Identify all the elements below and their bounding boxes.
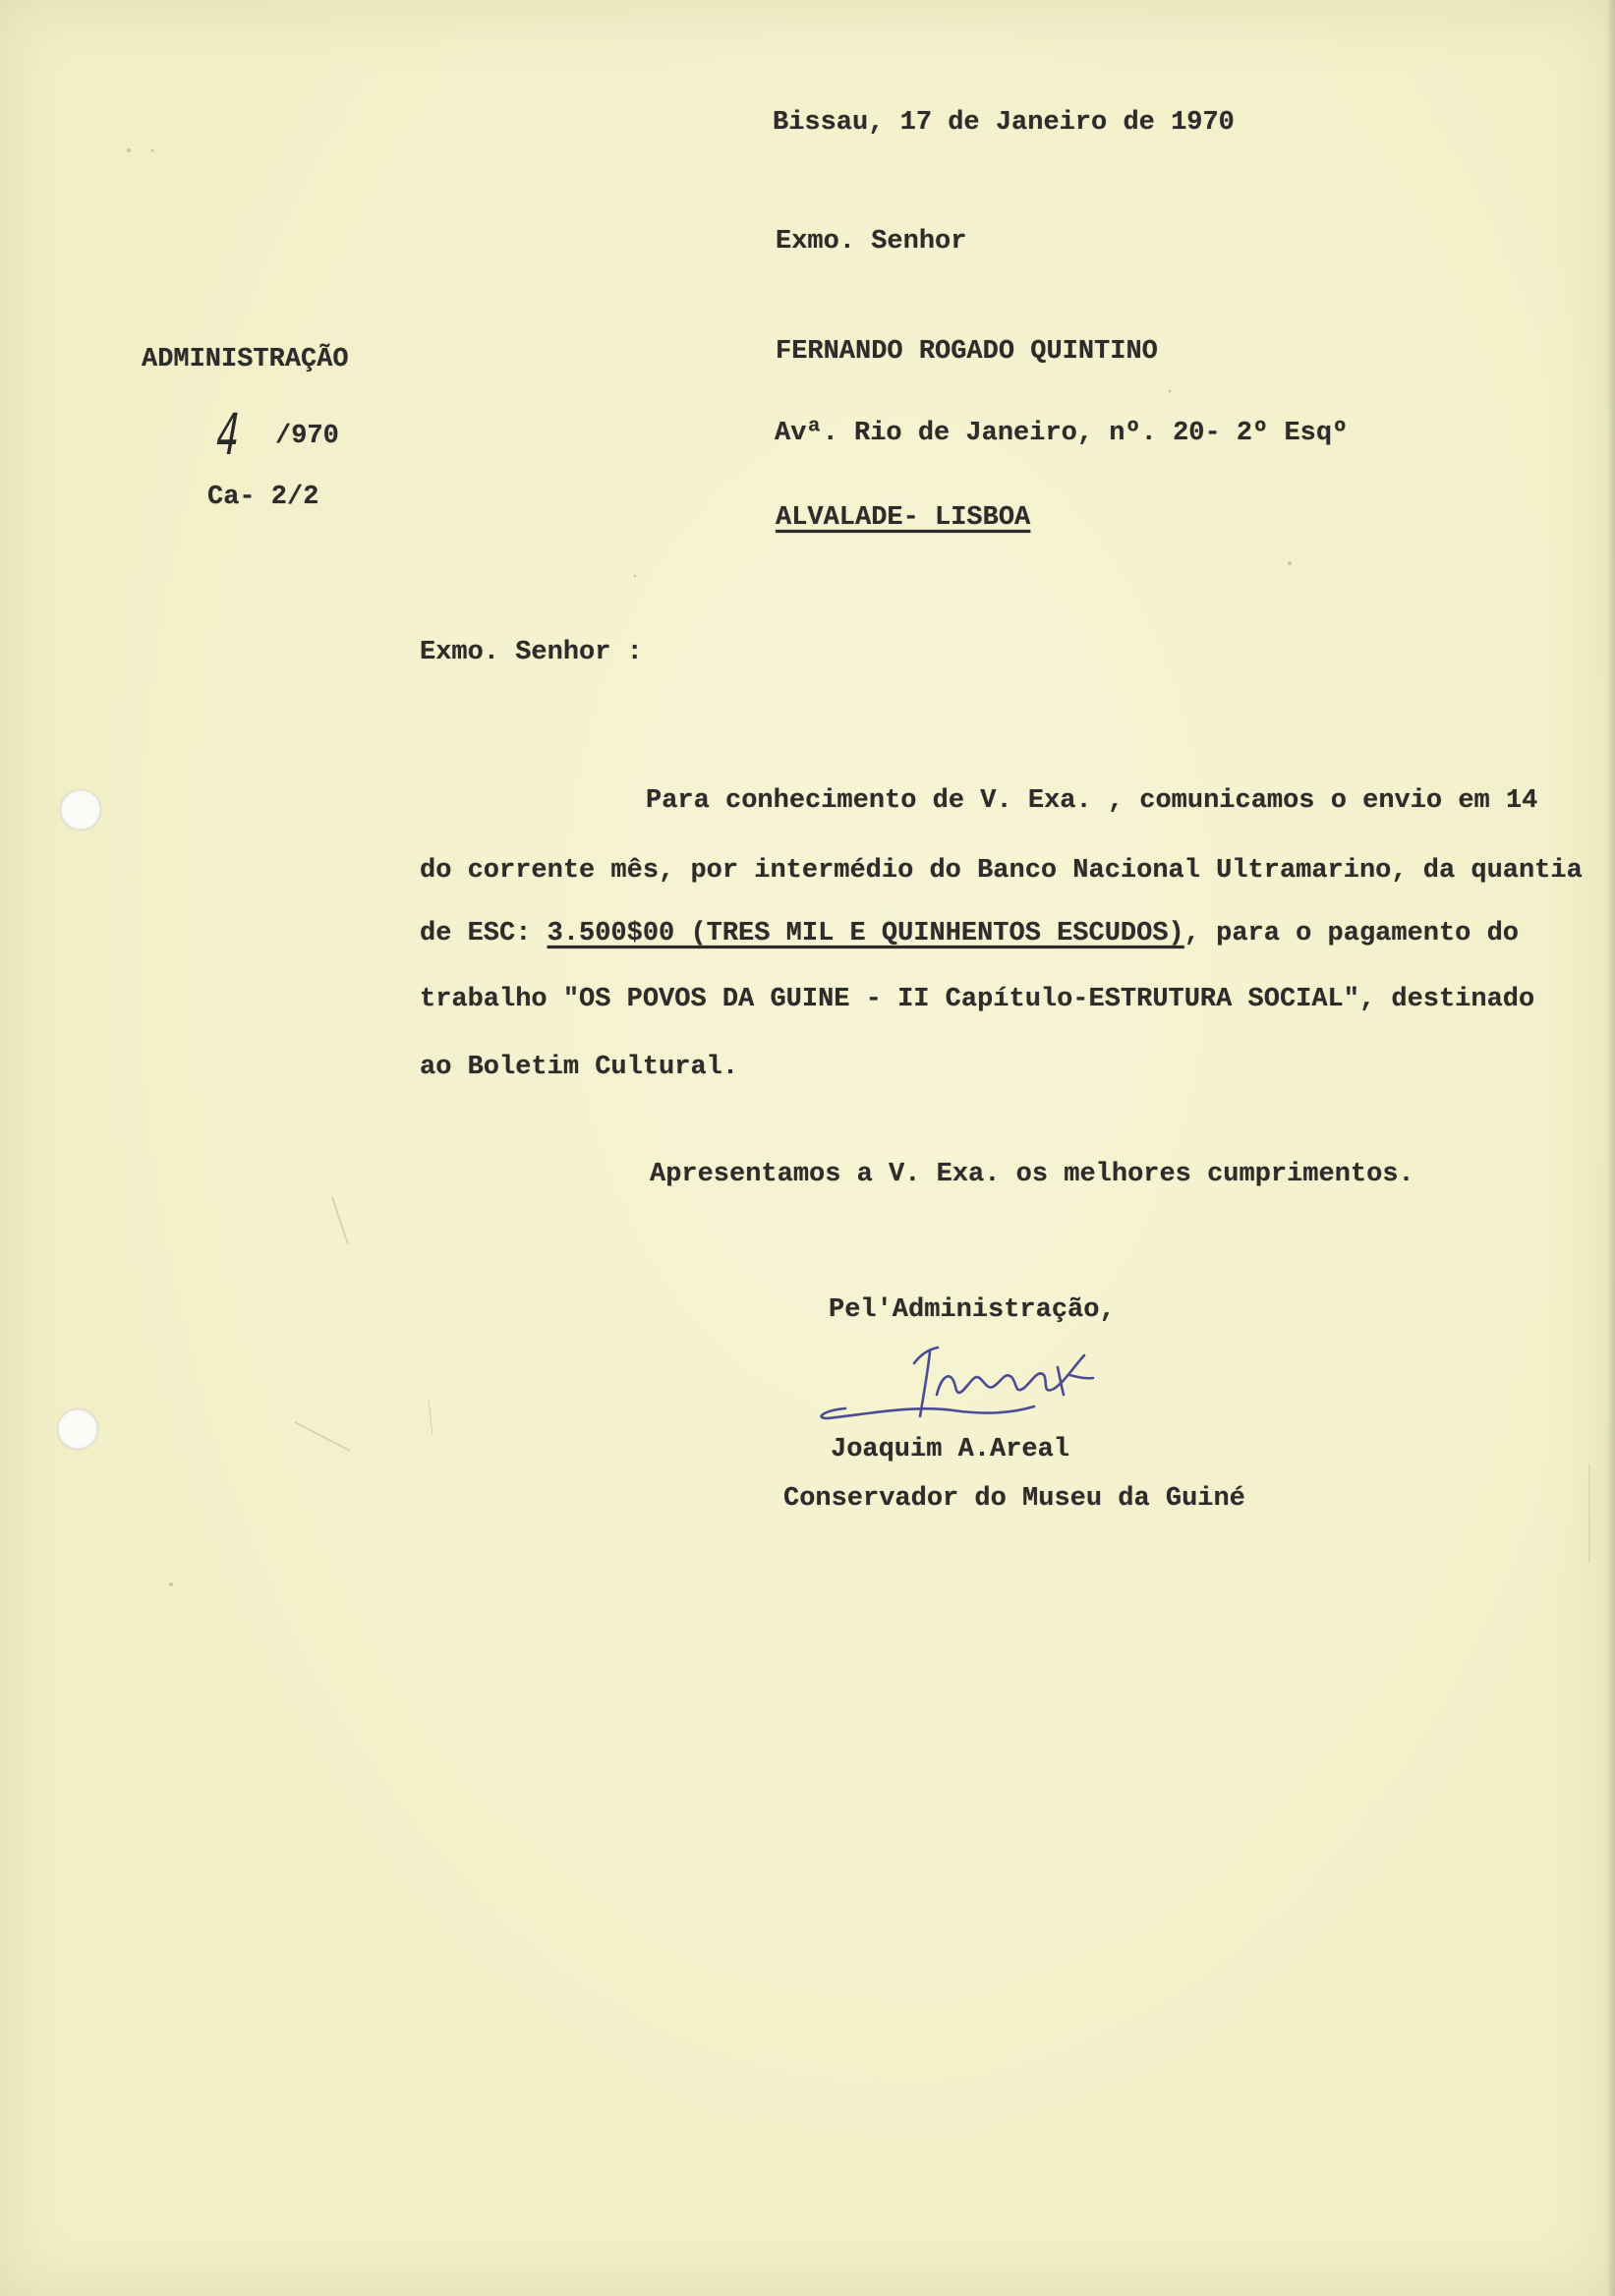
paper-speck xyxy=(1169,390,1172,393)
signatory-title: Conservador do Museu da Guiné xyxy=(783,1484,1245,1514)
body-line: Para conhecimento de V. Exa. , comunicamos o envio em 14 xyxy=(646,786,1538,816)
paper-speck xyxy=(634,575,637,578)
body-line: ao Boletim Cultural. xyxy=(420,1053,739,1082)
body-line-start: de ESC: xyxy=(420,919,548,948)
recipient-name: FERNANDO ROGADO QUINTINO xyxy=(776,337,1158,367)
place-date: Bissau, 17 de Janeiro de 1970 xyxy=(773,108,1235,138)
typed-number: /970 xyxy=(275,422,339,451)
closing-line: Apresentamos a V. Exa. os melhores cumprimentos. xyxy=(650,1160,1414,1189)
signatory-name: Joaquim A.Areal xyxy=(831,1435,1070,1464)
body-line-end: , para o pagamento do xyxy=(1183,919,1519,948)
paper-speck xyxy=(169,1582,173,1586)
pencil-mark xyxy=(332,1197,348,1244)
recipient-city: ALVALADE- LISBOA xyxy=(776,503,1031,533)
salutation-top: Exmo. Senhor xyxy=(776,227,967,257)
amount-underlined: 3.500$00 (TRES MIL E QUINHENTOS ESCUDOS) xyxy=(547,919,1184,948)
department-label: ADMINISTRAÇÃO xyxy=(142,345,349,374)
handwritten-signature xyxy=(806,1332,1101,1440)
pencil-mark xyxy=(429,1401,433,1435)
paper-speck xyxy=(151,149,154,152)
file-reference: Ca- 2/2 xyxy=(207,483,319,512)
punch-hole xyxy=(60,789,101,831)
paper-speck xyxy=(1288,561,1292,565)
punch-hole xyxy=(57,1408,98,1450)
pencil-mark xyxy=(295,1422,350,1451)
recipient-address: Avª. Rio de Janeiro, nº. 20- 2º Esqº xyxy=(775,419,1349,448)
body-line xyxy=(420,918,1519,949)
paper-speck xyxy=(127,148,131,152)
on-behalf-line: Pel'Administração, xyxy=(829,1295,1116,1325)
greeting: Exmo. Senhor : xyxy=(420,638,643,667)
handwritten-number: 4 xyxy=(210,401,246,468)
page-edge xyxy=(1606,0,1615,2296)
body-line: do corrente mês, por intermédio do Banco Nacional Ultramarino, da quantia xyxy=(420,856,1583,886)
body-line: trabalho "OS POVOS DA GUINE - II Capítulo-ESTRUTURA SOCIAL", destinado xyxy=(420,985,1535,1014)
